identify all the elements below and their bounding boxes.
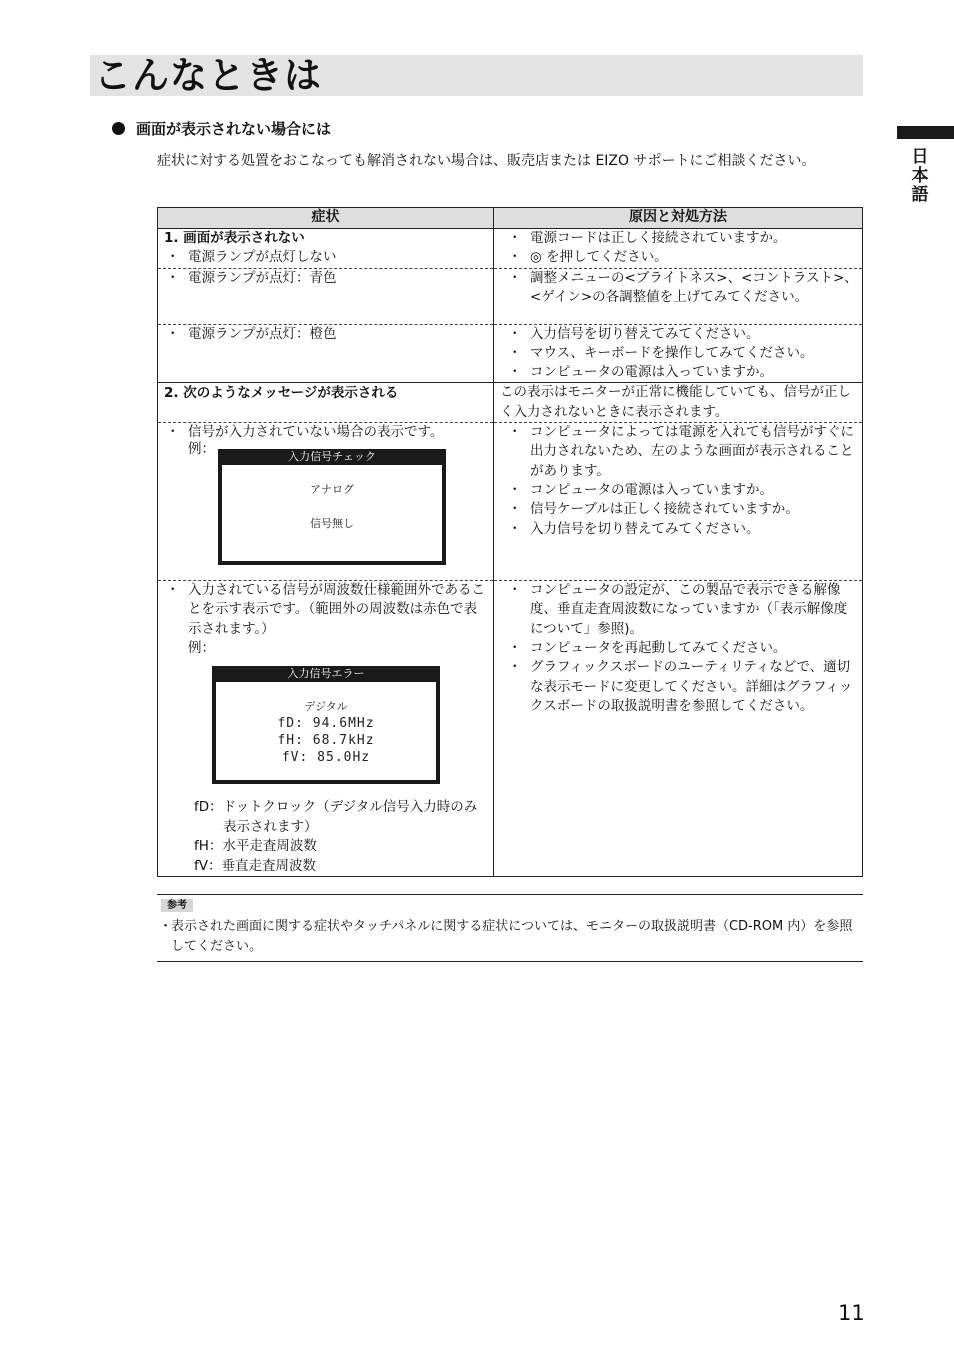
row3-cause-cell <box>494 324 863 383</box>
group2-desc-cell <box>494 383 863 423</box>
row4-cause-2: ・ コンピュータの電源は入っていますか。 <box>506 481 862 500</box>
row5-cause-cell <box>494 581 863 877</box>
osd1-title: 入力信号チェック <box>288 450 376 464</box>
note-label: 参考 <box>161 899 193 912</box>
group2-title-cell <box>158 383 494 423</box>
row5-cause-2: ・ コンピュータを再起動してみてください。 <box>506 639 862 658</box>
row5-symptom-cell <box>158 581 494 877</box>
side-tab-marker <box>897 126 954 139</box>
row2-symptom: ・ 電源ランプが点灯：青色 <box>164 269 493 288</box>
osd-input-error <box>212 666 440 784</box>
intro-text: 症状に対する処置をおこなっても解消されない場合は、販売店または EIZO サポートにご相談ください。 <box>157 153 816 169</box>
row1-symptom-cell <box>158 229 494 269</box>
header-symptom: 症状 <box>158 208 494 229</box>
row1-cause-cell <box>494 229 863 269</box>
osd2-line1: デジタル <box>304 700 348 714</box>
row4-cause-3: ・ 信号ケーブルは正しく接続されていますか。 <box>506 500 862 519</box>
side-tab-label: 日 本 語 <box>911 147 929 205</box>
freq-note-fd: fD：ドットクロック（デジタル信号入力時のみ表示されます） <box>194 799 478 835</box>
row4-example-label: 例： <box>188 441 215 458</box>
row4-cause-1: ・ コンピュータによっては電源を入れても信号がすぐに出力されないため、左のような画面が表示されることがあります。 <box>506 423 862 481</box>
row1-cause-1: ・ 電源コードは正しく接続されていますか。 <box>506 229 862 248</box>
page-title: こんなときは <box>94 54 322 97</box>
row5-symptom: ・ 入力されている信号が周波数仕様範囲外であることを示す表示です。（範囲外の周波数は赤色で表示されます。） <box>164 581 493 639</box>
section-heading-text: 画面が表示されない場合には <box>136 120 332 138</box>
troubleshooting-table <box>157 207 863 877</box>
row3-symptom-cell <box>158 324 494 383</box>
group2-desc: この表示はモニターが正常に機能していても、信号が正しく入力されないときに表示されます。 <box>500 384 851 420</box>
row1-symptom: ・ 電源ランプが点灯しない <box>164 248 493 267</box>
group1-title: 1. 画面が表示されない <box>164 230 305 246</box>
osd2-title: 入力信号エラー <box>287 667 365 681</box>
row2-cause-cell <box>494 268 863 324</box>
row4-symptom: ・ 信号が入力されていない場合の表示です。 <box>164 423 493 442</box>
row5-cause-1: ・ コンピュータの設定が、この製品で表示できる解像度、垂直走査周波数になっていますか（「表示解像度について」参照)。 <box>506 581 862 639</box>
row1-cause-2: ・ ◎ を押してください。 <box>506 248 862 267</box>
row4-symptom-cell <box>158 423 494 581</box>
osd-input-check <box>218 449 446 565</box>
row5-cause-3: ・ グラフィックスボードのユーティリティなどで、適切な表示モードに変更してください。詳細はグラフィックスボードの取扱説明書を参照してください。 <box>506 658 862 716</box>
row3-cause-2: ・ マウス、キーボードを操作してみてください。 <box>506 344 862 363</box>
row2-symptom-cell <box>158 268 494 324</box>
section-heading <box>112 118 331 139</box>
row3-cause-1: ・ 入力信号を切り替えてみてください。 <box>506 325 862 344</box>
note-text: ・ 表示された画面に関する症状やタッチパネルに関する症状については、モニターの取扱説明書（CD-ROM 内）を参照してください。 <box>157 917 863 957</box>
row3-cause-3: ・ コンピュータの電源は入っていますか。 <box>506 363 862 382</box>
osd1-line1: アナログ <box>310 483 354 497</box>
row2-cause-1: ・ 調整メニューの<ブライトネス>、<コントラスト>、<ゲイン>の各調整値を上げてみてください。 <box>506 269 862 308</box>
group2-title: 2. 次のようなメッセージが表示される <box>164 385 399 402</box>
osd2-fh: fH: 68.7kHz <box>277 733 375 749</box>
osd1-line2: 信号無し <box>310 517 354 531</box>
osd2-fd: fD: 94.6MHz <box>277 716 375 732</box>
bullet-icon <box>112 122 125 135</box>
row4-cause-cell <box>494 423 863 581</box>
row3-symptom: ・ 電源ランプが点灯：橙色 <box>164 325 493 344</box>
page-number: 11 <box>838 1301 865 1325</box>
reference-note <box>157 894 863 962</box>
osd2-fv: fV: 85.0Hz <box>281 750 371 766</box>
row4-cause-4: ・ 入力信号を切り替えてみてください。 <box>506 520 862 539</box>
title-band <box>90 55 863 96</box>
freq-note-fh: fH：水平走査周波数 <box>194 838 317 855</box>
row5-example-label: 例： <box>188 639 215 656</box>
freq-note-fv: fV：垂直走査周波数 <box>194 857 316 874</box>
header-cause: 原因と対処方法 <box>494 208 863 229</box>
